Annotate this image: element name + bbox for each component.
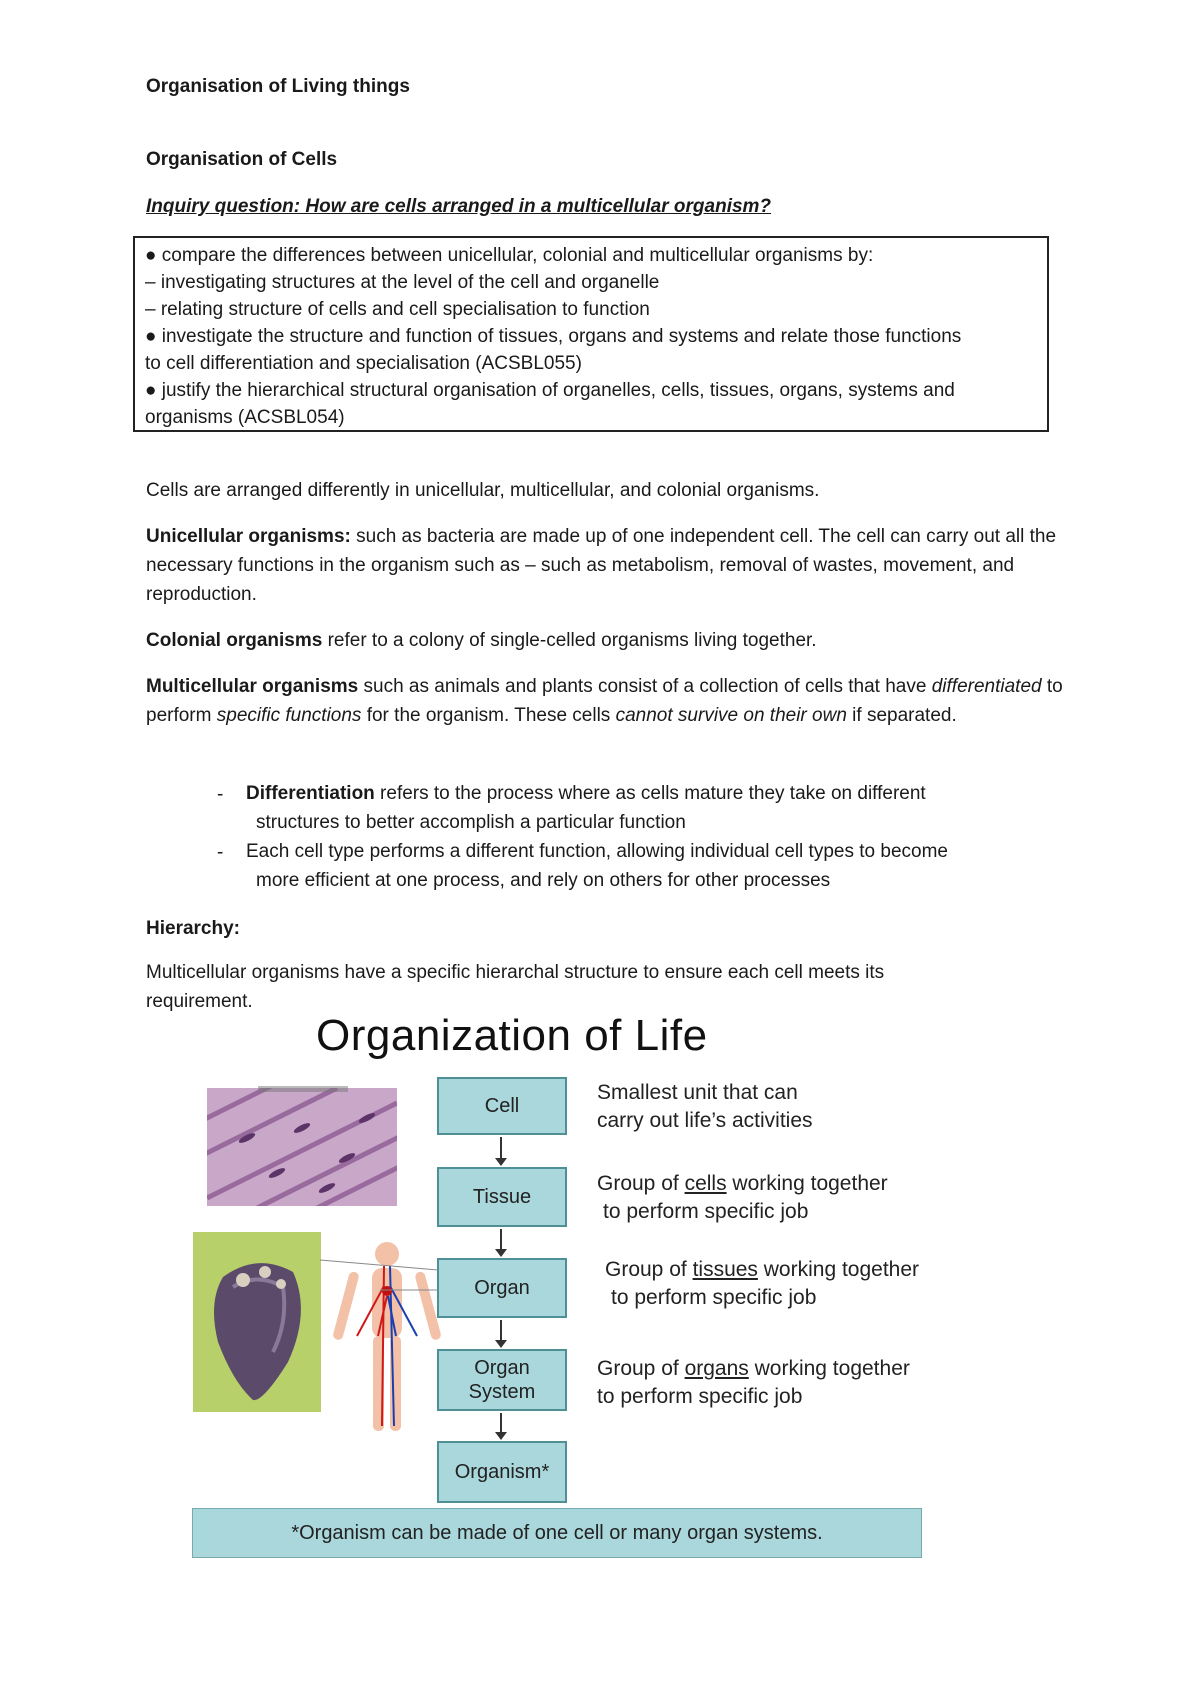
bullet-dash: - [217, 784, 224, 805]
down-arrow [500, 1137, 502, 1164]
unicellular-paragraph [146, 522, 1066, 609]
level-box-organ: Organ [437, 1258, 567, 1318]
multicellular-text: such as animals and plants consist of a collection of cells that have [358, 676, 932, 697]
emphasis-text: specific functions [216, 705, 362, 726]
down-arrow [500, 1229, 502, 1255]
hierarchy-paragraph: Multicellular organisms have a specific hierarchal structure to ensure each cell meets its requirement. [146, 962, 885, 1012]
description-line [605, 1256, 919, 1284]
emphasis-text: differentiated [931, 676, 1042, 697]
colonial-label: Colonial organisms [146, 630, 323, 651]
connector-lines [320, 1250, 440, 1310]
level-description-organ [605, 1256, 919, 1312]
syllabus-line: ● investigate the structure and function of tissues, organs and systems and relate those functions [145, 326, 962, 347]
level-box-tissue: Tissue [437, 1167, 567, 1227]
syllabus-box [133, 236, 1049, 432]
underlined-term: organs [684, 1357, 749, 1380]
organ-system-label-line: System [468, 1381, 536, 1403]
description-text: working together [748, 1357, 910, 1380]
level-box-organism: Organism* [437, 1441, 567, 1503]
description-text: Group of [597, 1357, 685, 1380]
description-line: to perform specific job [603, 1200, 809, 1223]
description-line: to perform specific job [611, 1286, 817, 1309]
bullet-text: more efficient at one process, and rely on others for other processes [256, 870, 831, 891]
multicellular-text: to perform [146, 676, 1063, 726]
bullet-text: refers to the process where as cells mature they take on different [374, 783, 926, 804]
underlined-term: tissues [692, 1258, 758, 1281]
syllabus-line: – investigating structures at the level of the cell and organelle [145, 272, 660, 293]
syllabus-line: – relating structure of cells and cell specialisation to function [145, 299, 650, 320]
image-caption-bar [258, 1086, 348, 1092]
heart-image [193, 1232, 321, 1412]
bullet-cell-types [246, 837, 1036, 895]
description-line: Smallest unit that can [597, 1081, 798, 1104]
colonial-paragraph [146, 626, 1066, 655]
down-arrow [500, 1413, 502, 1438]
level-box-cell: Cell [437, 1077, 567, 1135]
section-heading: Organisation of Cells [146, 149, 338, 170]
organism-footnote: *Organism can be made of one cell or many organ systems. [192, 1508, 922, 1558]
syllabus-line: ● justify the hierarchical structural organisation of organelles, cells, tissues, organs, systems and [145, 380, 955, 401]
multicellular-label: Multicellular organisms [146, 676, 359, 697]
bullet-text: structures to better accomplish a particular function [256, 812, 686, 833]
level-description-tissue [597, 1170, 888, 1226]
description-text: Group of [597, 1172, 685, 1195]
level-description-organ-system [597, 1355, 910, 1411]
figure-title: Organization of Life [316, 1011, 708, 1060]
multicellular-text: for the organism. These cells [361, 705, 616, 726]
multicellular-text: if separated. [846, 705, 957, 726]
syllabus-line: ● compare the differences between unicellular, colonial and multicellular organisms by: [145, 245, 874, 266]
intro-paragraph: Cells are arranged differently in unicellular, multicellular, and colonial organisms. [146, 480, 820, 501]
syllabus-line: organisms (ACSBL054) [145, 407, 345, 428]
down-arrow [500, 1320, 502, 1346]
description-line [597, 1170, 888, 1198]
description-line [597, 1355, 910, 1383]
unicellular-text: such as bacteria are made up of one independent cell. The cell can carry out all the necessary functions in the organism such as – such as metabolism, removal of wastes, movement, and reproduction. [146, 526, 1057, 605]
unicellular-label: Unicellular organisms: [146, 526, 351, 547]
description-line: to perform specific job [597, 1385, 803, 1408]
syllabus-line: to cell differentiation and specialisation (ACSBL055) [145, 353, 582, 374]
hierarchy-heading: Hierarchy: [146, 918, 240, 939]
description-line: carry out life’s activities [597, 1109, 813, 1132]
description-text: working together [757, 1258, 920, 1281]
bullet-text: Each cell type performs a different function, allowing individual cell types to become [246, 841, 948, 862]
emphasis-text: cannot survive on their own [615, 705, 847, 726]
differentiation-label: Differentiation [246, 783, 375, 804]
level-box-organ-system [437, 1349, 567, 1411]
description-text: working together [726, 1172, 888, 1195]
multicellular-paragraph [146, 672, 1066, 730]
inquiry-question: Inquiry question: How are cells arranged in a multicellular organism? [146, 196, 772, 217]
level-description-cell [597, 1079, 813, 1135]
underlined-term: cells [684, 1172, 727, 1195]
document-title: Organisation of Living things [146, 76, 410, 97]
bullet-differentiation [246, 779, 1036, 837]
colonial-text: refer to a colony of single-celled organisms living together. [322, 630, 817, 651]
muscle-tissue-image [207, 1088, 397, 1206]
organ-system-label-line: Organ [474, 1357, 530, 1379]
description-text: Group of [605, 1258, 693, 1281]
bullet-dash: - [217, 842, 224, 863]
